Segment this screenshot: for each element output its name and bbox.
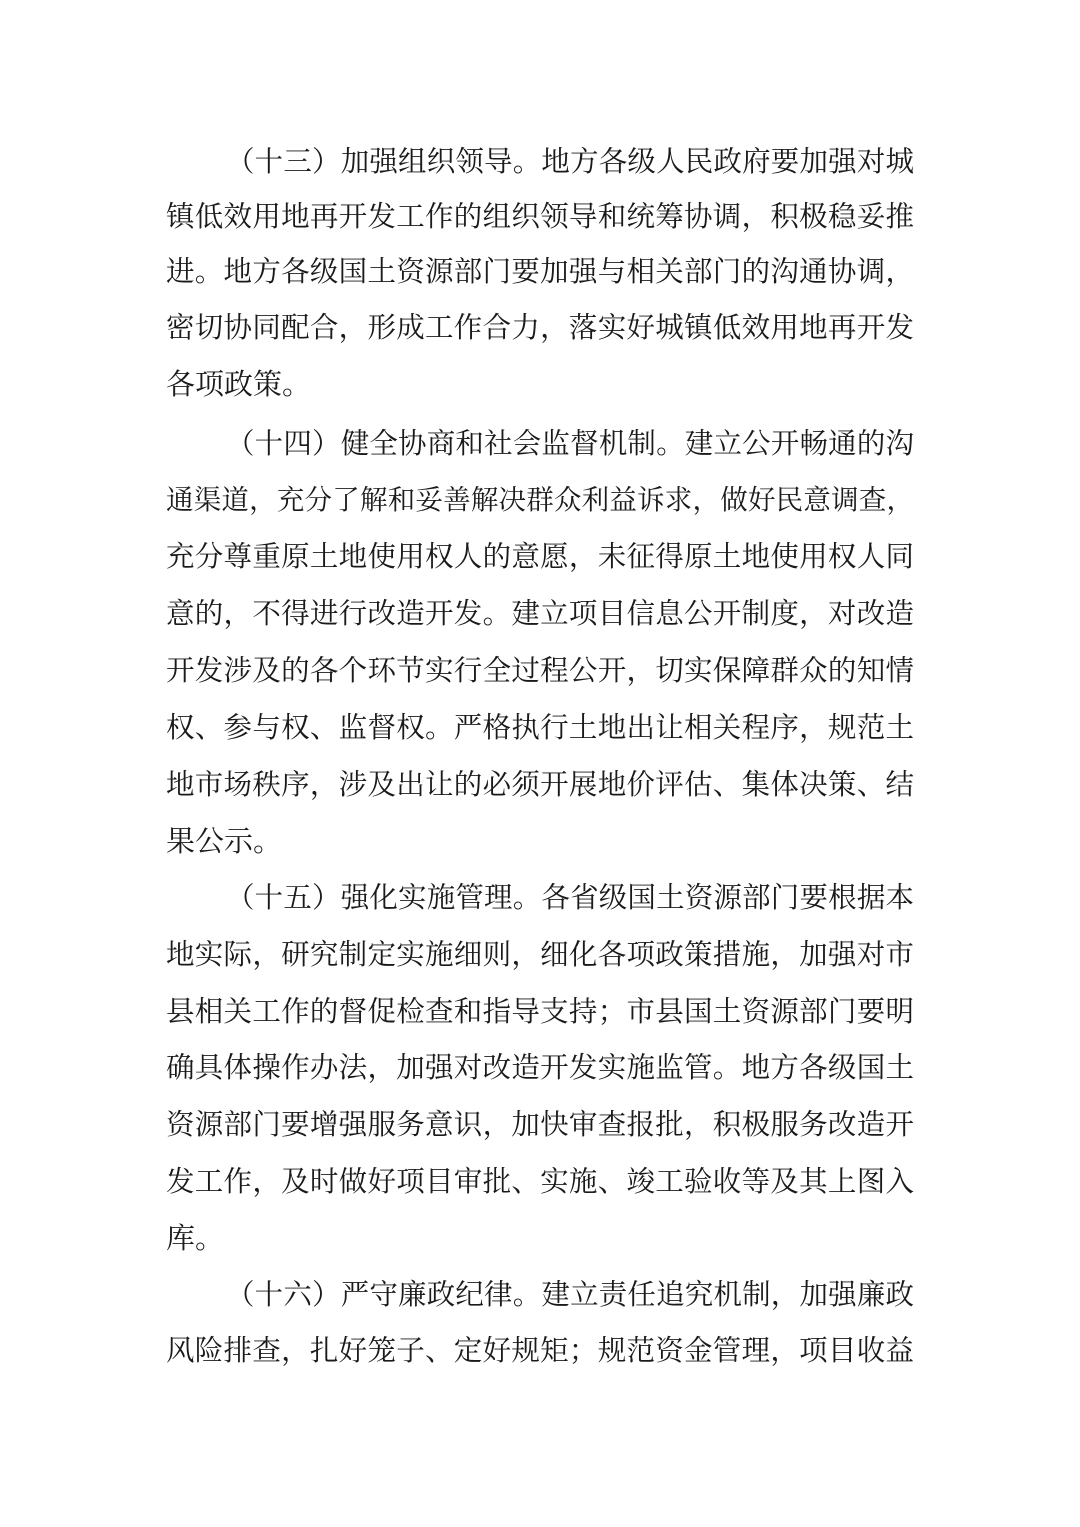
text-line: 地实际，研究制定实施细则，细化各项政策措施，加强对市	[166, 938, 914, 971]
text-line: （十四）健全协商和社会监督机制。建立公开畅通的沟	[226, 427, 914, 460]
text-line: 发工作，及时做好项目审批、实施、竣工验收等及其上图入	[166, 1165, 914, 1198]
text-line: 密切协同配合，形成工作合力，落实好城镇低效用地再开发	[166, 311, 914, 344]
text-line: 充分尊重原土地使用权人的意愿，未征得原土地使用权人同	[166, 540, 914, 573]
text-line: （十五）强化实施管理。各省级国土资源部门要根据本	[226, 881, 914, 914]
text-line: 各项政策。	[166, 367, 312, 401]
text-line: 进。地方各级国土资源部门要加强与相关部门的沟通协调，	[166, 255, 914, 288]
text-line: 资源部门要增强服务意识，加快审查报批，积极服务改造开	[166, 1108, 914, 1141]
text-line: 权、参与权、监督权。严格执行土地出让相关程序，规范土	[166, 711, 914, 744]
text-line: （十三）加强组织领导。地方各级人民政府要加强对城	[226, 145, 914, 178]
text-line: 县相关工作的督促检查和指导支持；市县国土资源部门要明	[166, 995, 914, 1028]
text-line: 开发涉及的各个环节实行全过程公开，切实保障群众的知情	[166, 654, 914, 687]
text-line: （十六）严守廉政纪律。建立责任追究机制，加强廉政	[226, 1278, 914, 1311]
text-line: 地市场秩序，涉及出让的必须开展地价评估、集体决策、结	[166, 768, 914, 801]
text-line: 意的，不得进行改造开发。建立项目信息公开制度，对改造	[166, 597, 914, 630]
text-line: 确具体操作办法，加强对改造开发实施监管。地方各级国土	[166, 1051, 914, 1084]
text-line: 库。	[166, 1221, 225, 1255]
text-line: 镇低效用地再开发工作的组织领导和统筹协调，积极稳妥推	[166, 200, 914, 233]
text-line: 通渠道，充分了解和妥善解决群众利益诉求，做好民意调查，	[166, 484, 914, 516]
text-line: 风险排查，扎好笼子、定好规矩；规范资金管理，项目收益	[166, 1334, 914, 1367]
text-line: 果公示。	[166, 824, 283, 858]
